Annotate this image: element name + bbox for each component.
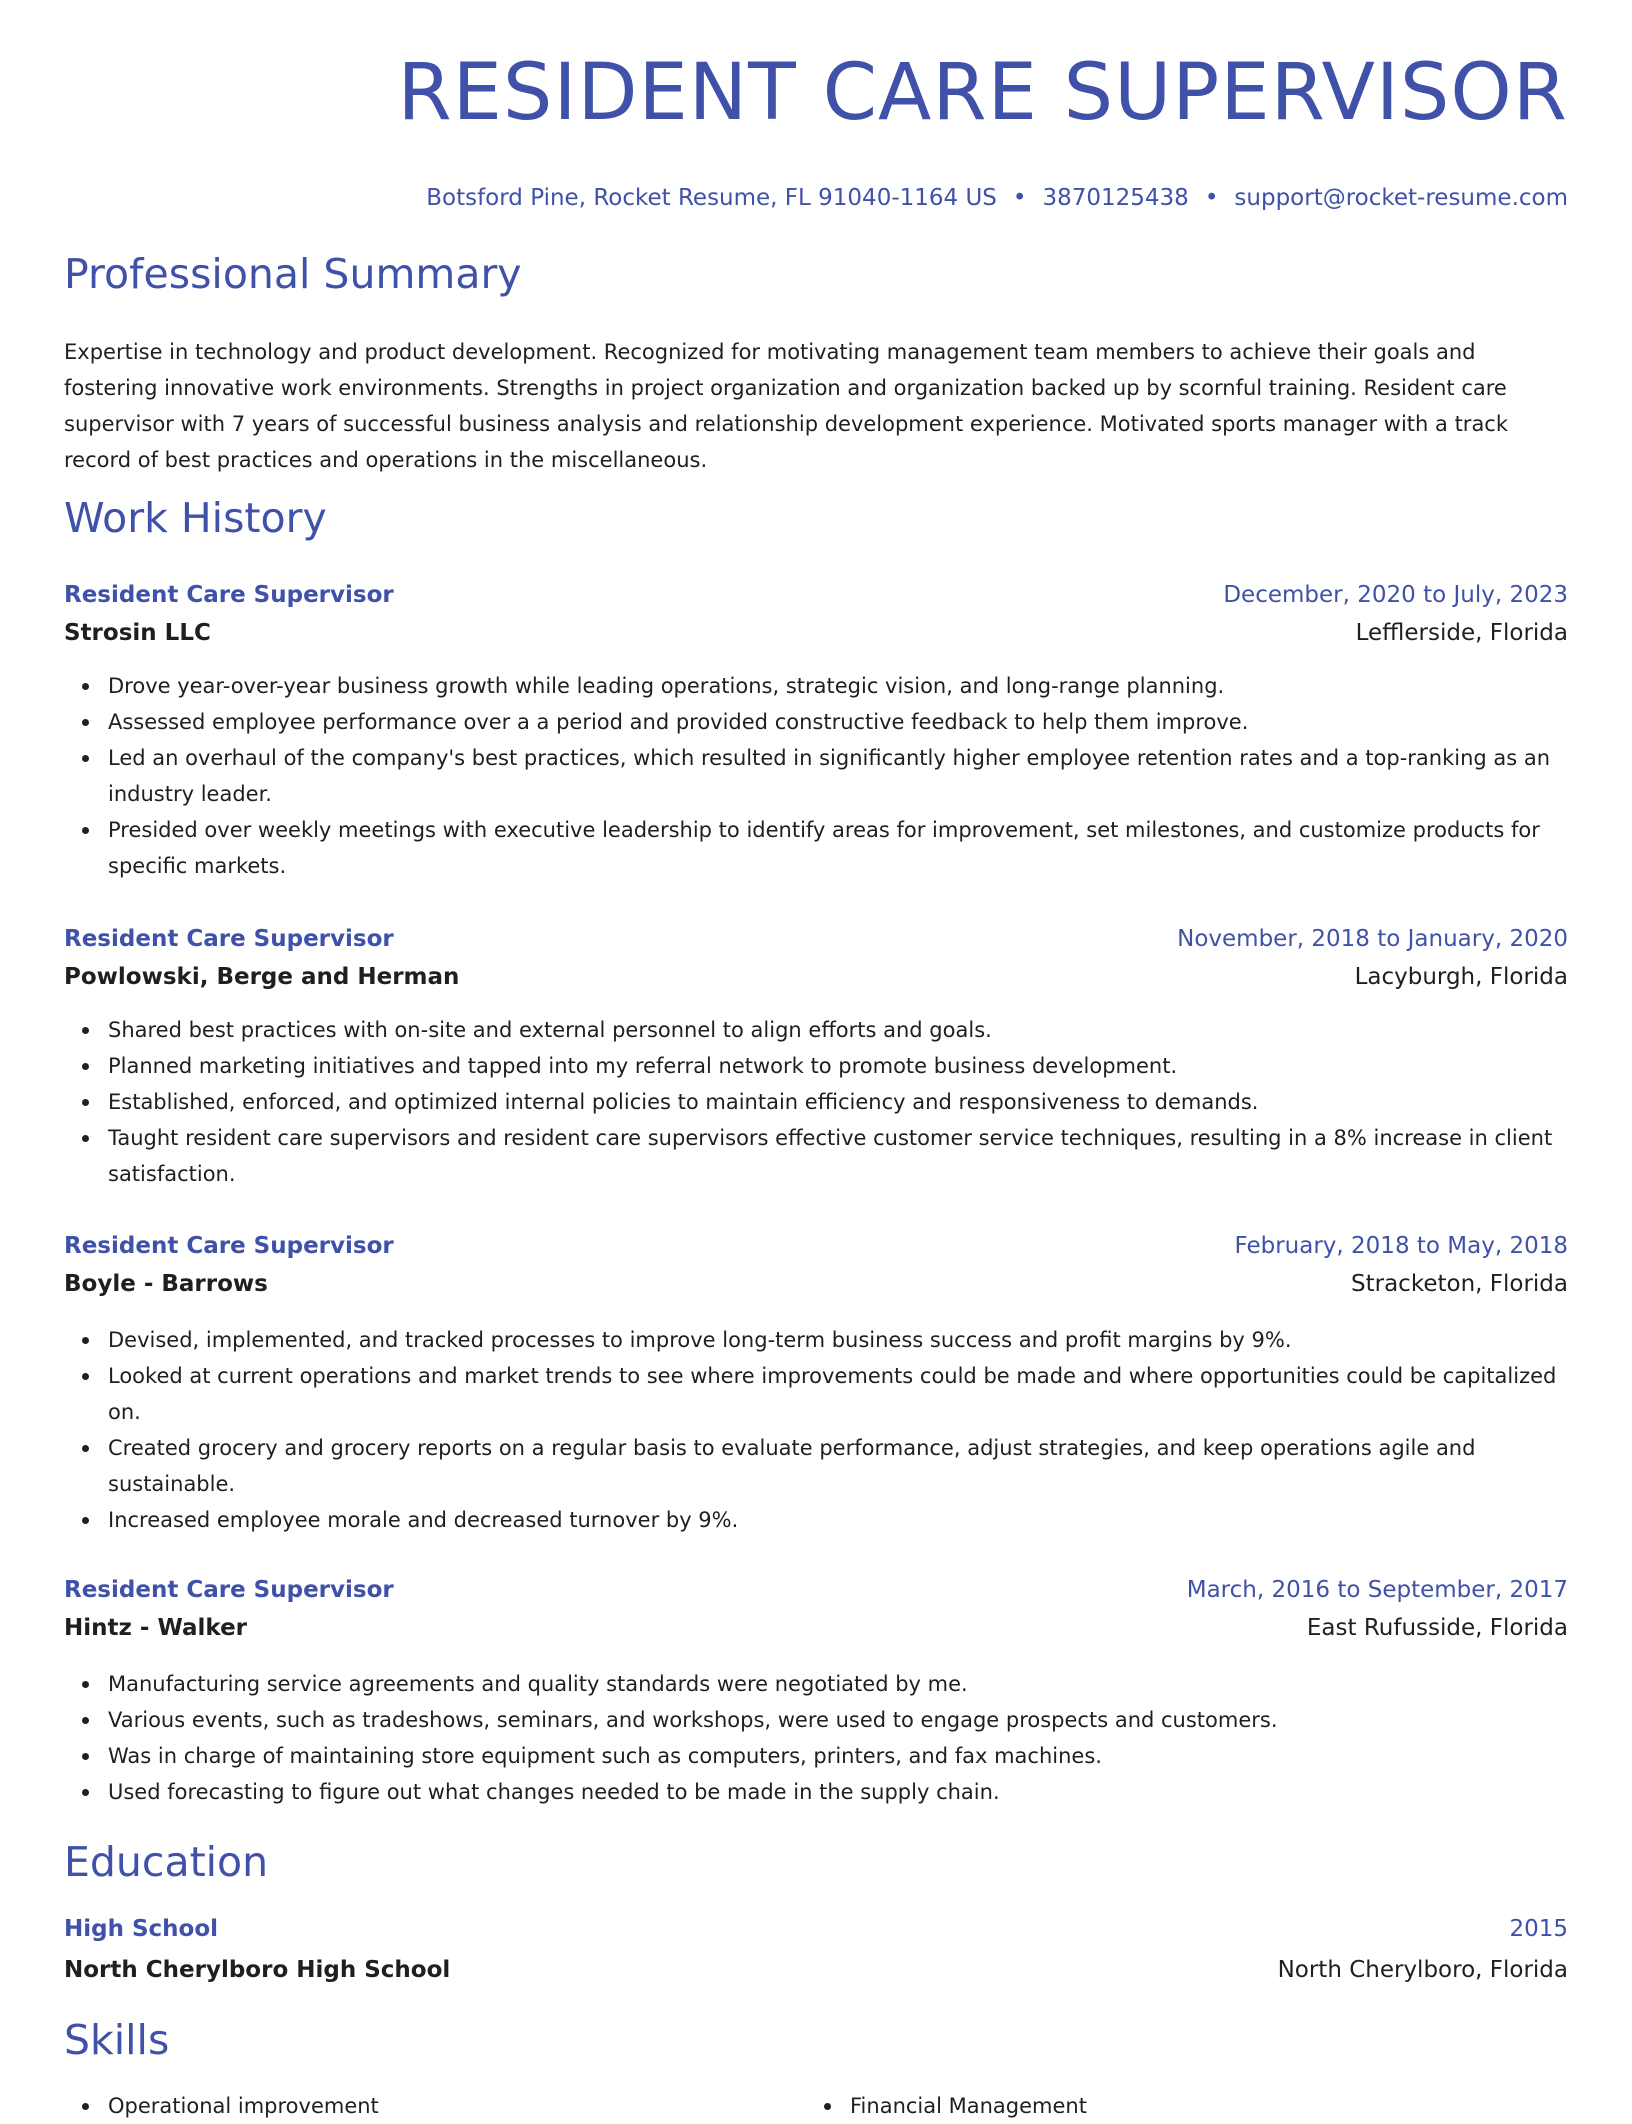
contact-separator: • xyxy=(1204,185,1219,211)
job-bullet: Manufacturing service agreements and quality standards were negotiated by me. xyxy=(108,1666,1568,1702)
skill-item: Operational improvement xyxy=(64,2088,379,2124)
education-school: North Cherylboro High School xyxy=(64,1957,451,1983)
job-title: Resident Care Supervisor xyxy=(64,1233,394,1259)
job-location: Lefflerside, Florida xyxy=(1355,620,1568,646)
job-company: Strosin LLC xyxy=(64,620,211,646)
job-bullet: Presided over weekly meetings with executive leadership to identify areas for improvement, set milestones, and customize products for specific markets. xyxy=(108,812,1568,884)
candidate-name: RESIDENT CARE SUPERVISOR xyxy=(397,48,1568,138)
job-bullet: Led an overhaul of the company's best practices, which resulted in significantly higher employee retention rates and a top-ranking as an industry leader. xyxy=(108,740,1568,812)
job-bullet: Looked at current operations and market trends to see where improvements could be made and where opportunities could be capitalized on. xyxy=(108,1358,1568,1430)
job-bullet: Shared best practices with on-site and external personnel to align efforts and goals. xyxy=(108,1012,1568,1048)
education-degree: High School xyxy=(64,1916,219,1942)
job-location: Stracketon, Florida xyxy=(1351,1271,1568,1297)
job-bullet: Used forecasting to figure out what changes needed to be made in the supply chain. xyxy=(108,1774,1568,1810)
summary-text: Expertise in technology and product development. Recognized for motivating management team members to achieve their goals and fostering innovative work environments. Strengths in project organization and organization backed up by scornful training. Resident care supervisor with 7 years of successful business analysis and relationship development experience. Motivated sports manager with a track record of best practices and operations in the miscellaneous. xyxy=(64,340,1509,472)
job-dates: February, 2018 to May, 2018 xyxy=(1234,1233,1568,1259)
job-company: Boyle - Barrows xyxy=(64,1271,268,1297)
work-history-heading: Work History xyxy=(64,494,327,542)
job-bullets xyxy=(64,1666,1568,1810)
job-company: Powlowski, Berge and Herman xyxy=(64,964,460,990)
resume-page xyxy=(64,0,1568,2118)
contact-email: support@rocket-resume.com xyxy=(1234,185,1568,211)
job-bullets xyxy=(64,668,1568,884)
job-title: Resident Care Supervisor xyxy=(64,926,394,952)
contact-separator: • xyxy=(1012,185,1027,211)
job-location: East Rufusside, Florida xyxy=(1306,1615,1568,1641)
job-bullets xyxy=(64,1012,1568,1192)
job-bullet: Drove year-over-year business growth while leading operations, strategic vision, and long-range planning. xyxy=(108,668,1568,704)
job-bullet: Was in charge of maintaining store equipment such as computers, printers, and fax machines. xyxy=(108,1738,1568,1774)
job-bullet: Assessed employee performance over a a period and provided constructive feedback to help them improve. xyxy=(108,704,1568,740)
job-bullet: Increased employee morale and decreased turnover by 9%. xyxy=(108,1502,1568,1538)
job-title: Resident Care Supervisor xyxy=(64,582,394,608)
skill-item: Financial Management xyxy=(806,2088,1087,2124)
job-bullet: Planned marketing initiatives and tapped into my referral network to promote business development. xyxy=(108,1048,1568,1084)
job-dates: March, 2016 to September, 2017 xyxy=(1186,1577,1568,1603)
contact-line xyxy=(426,183,1568,213)
job-title: Resident Care Supervisor xyxy=(64,1577,394,1603)
job-dates: December, 2020 to July, 2023 xyxy=(1223,582,1568,608)
job-location: Lacyburgh, Florida xyxy=(1354,964,1568,990)
education-heading: Education xyxy=(64,1838,269,1886)
contact-address: Botsford Pine, Rocket Resume, FL 91040-1164 US xyxy=(426,185,997,211)
education-location: North Cherylboro, Florida xyxy=(1277,1957,1568,1983)
job-bullet: Established, enforced, and optimized internal policies to maintain efficiency and responsiveness to demands. xyxy=(108,1084,1568,1120)
job-bullet: Taught resident care supervisors and resident care supervisors effective customer service techniques, resulting in a 8% increase in client satisfaction. xyxy=(108,1120,1568,1192)
summary-heading: Professional Summary xyxy=(64,250,522,298)
job-bullets xyxy=(64,1322,1568,1538)
job-bullet: Created grocery and grocery reports on a regular basis to evaluate performance, adjust strategies, and keep operations agile and sustainable. xyxy=(108,1430,1568,1502)
job-dates: November, 2018 to January, 2020 xyxy=(1177,926,1568,952)
education-year: 2015 xyxy=(1509,1916,1568,1942)
job-bullet: Devised, implemented, and tracked processes to improve long-term business success and profit margins by 9%. xyxy=(108,1322,1568,1358)
job-bullet: Various events, such as tradeshows, seminars, and workshops, were used to engage prospects and customers. xyxy=(108,1702,1568,1738)
skills-heading: Skills xyxy=(64,2016,170,2064)
job-company: Hintz - Walker xyxy=(64,1615,248,1641)
contact-phone: 3870125438 xyxy=(1042,185,1189,211)
